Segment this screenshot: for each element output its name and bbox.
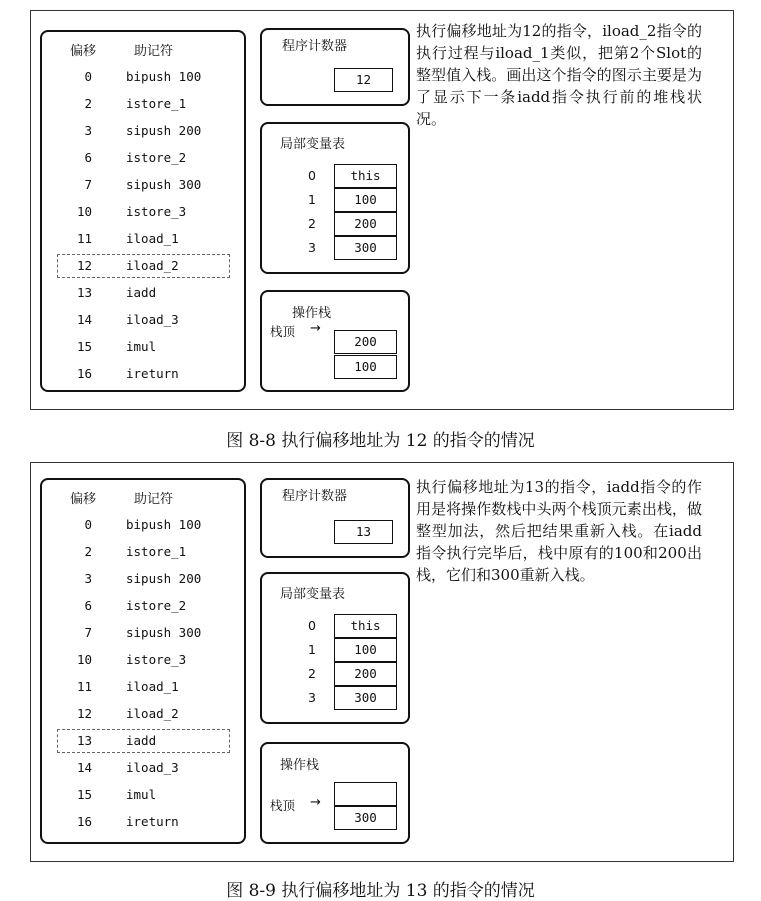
stack-cell: 200 xyxy=(334,330,397,354)
bytecode-row xyxy=(42,225,244,252)
description-text: 执行偏移地址为12的指令，iload_2指令的执行过程与iload_1类似，把第2个Slot的整型值入栈。画出这个指令的图示主要是为了显示下一条iadd指令执行前的堆栈状况。 xyxy=(416,22,702,128)
offset-value: 12 xyxy=(76,258,92,273)
mnemonic-value: istore_3 xyxy=(126,204,187,219)
stack-top-arrow-icon: → xyxy=(310,321,321,336)
mnemonic-value: iload_3 xyxy=(126,312,179,327)
stack-top-arrow-icon: → xyxy=(310,795,321,810)
mnemonic-value: istore_1 xyxy=(126,96,187,111)
mnemonic-value: imul xyxy=(126,339,157,354)
slot-index: 1 xyxy=(308,192,316,207)
pc-panel xyxy=(260,28,410,106)
mnemonic-value: iload_3 xyxy=(126,760,179,775)
stack-top-label: 栈顶 xyxy=(270,324,296,339)
bytecode-row xyxy=(42,781,244,808)
bytecode-row xyxy=(42,592,244,619)
mnemonic-value: bipush 100 xyxy=(126,517,202,532)
offset-value: 3 xyxy=(84,571,92,586)
slot-index: 3 xyxy=(308,690,316,705)
bytecode-row xyxy=(42,808,244,835)
locals-title: 局部变量表 xyxy=(280,137,346,152)
bytecode-row xyxy=(42,619,244,646)
bytecode-row xyxy=(42,90,244,117)
mnemonic-header: 助记符 xyxy=(134,44,174,59)
slot-value: 200 xyxy=(334,662,397,686)
bytecode-row xyxy=(42,754,244,781)
slot-index: 0 xyxy=(308,168,316,183)
bytecode-row xyxy=(42,700,244,727)
offset-value: 11 xyxy=(76,679,92,694)
stack-title: 操作栈 xyxy=(280,758,320,773)
bytecode-row xyxy=(42,538,244,565)
bytecode-row xyxy=(42,144,244,171)
local-var-slot xyxy=(262,638,408,662)
bytecode-panel xyxy=(40,30,246,392)
figure-caption: 图 8-8 执行偏移地址为 12 的指令的情况 xyxy=(226,431,535,451)
stack-cell xyxy=(334,782,397,806)
offset-value: 15 xyxy=(76,339,92,354)
description-text: 执行偏移地址为13的指令，iadd指令的作用是将操作数栈中头两个栈顶元素出栈，做整型加法，然后把结果重新入栈。在iadd指令执行完毕后，栈中原有的100和200出栈，它们和300重新入栈。 xyxy=(416,478,702,584)
bytecode-row xyxy=(42,565,244,592)
offset-value: 16 xyxy=(76,814,92,829)
stack-cell: 100 xyxy=(334,355,397,379)
pc-panel xyxy=(260,478,410,558)
bytecode-row xyxy=(42,279,244,306)
slot-index: 3 xyxy=(308,240,316,255)
offset-value: 11 xyxy=(76,231,92,246)
local-var-slot xyxy=(262,614,408,638)
slot-value: 300 xyxy=(334,236,397,260)
mnemonic-value: iload_1 xyxy=(126,679,179,694)
bytecode-row xyxy=(42,198,244,225)
mnemonic-value: iadd xyxy=(126,285,157,300)
mnemonic-value: sipush 300 xyxy=(126,177,202,192)
local-var-slot xyxy=(262,188,408,212)
mnemonic-value: imul xyxy=(126,787,157,802)
bytecode-row xyxy=(42,673,244,700)
mnemonic-value: iload_1 xyxy=(126,231,179,246)
stack-title: 操作栈 xyxy=(292,306,332,321)
slot-index: 2 xyxy=(308,216,316,231)
mnemonic-value: istore_1 xyxy=(126,544,187,559)
bytecode-row xyxy=(42,511,244,538)
offset-value: 14 xyxy=(76,760,92,775)
locals-title: 局部变量表 xyxy=(280,587,346,602)
mnemonic-value: istore_2 xyxy=(126,150,187,165)
slot-value: this xyxy=(334,164,397,188)
bytecode-row xyxy=(42,63,244,90)
bytecode-row xyxy=(42,306,244,333)
offset-value: 12 xyxy=(76,706,92,721)
mnemonic-value: istore_2 xyxy=(126,598,187,613)
offset-header: 偏移 xyxy=(70,492,97,507)
local-var-slot xyxy=(262,212,408,236)
offset-value: 6 xyxy=(84,598,92,613)
offset-value: 6 xyxy=(84,150,92,165)
mnemonic-value: iadd xyxy=(126,733,157,748)
mnemonic-value: sipush 200 xyxy=(126,123,202,138)
pc-value: 13 xyxy=(334,520,393,544)
offset-value: 14 xyxy=(76,312,92,327)
bytecode-row xyxy=(42,646,244,673)
slot-index: 2 xyxy=(308,666,316,681)
slot-index: 1 xyxy=(308,642,316,657)
bytecode-panel xyxy=(40,478,246,844)
offset-header: 偏移 xyxy=(70,44,97,59)
bytecode-row xyxy=(42,117,244,144)
stack-cell: 300 xyxy=(334,806,397,830)
bytecode-row xyxy=(42,171,244,198)
operand-stack-panel xyxy=(260,290,410,392)
bytecode-row xyxy=(42,252,244,279)
bytecode-row xyxy=(42,360,244,387)
pc-title: 程序计数器 xyxy=(282,39,348,54)
offset-value: 3 xyxy=(84,123,92,138)
offset-value: 0 xyxy=(84,517,92,532)
local-vars-panel xyxy=(260,572,410,724)
local-var-slot xyxy=(262,236,408,260)
operand-stack-panel xyxy=(260,742,410,844)
mnemonic-value: ireturn xyxy=(126,366,179,381)
mnemonic-value: sipush 300 xyxy=(126,625,202,640)
mnemonic-value: iload_2 xyxy=(126,258,179,273)
offset-value: 0 xyxy=(84,69,92,84)
stack-top-label: 栈顶 xyxy=(270,798,296,813)
local-vars-panel xyxy=(260,122,410,274)
offset-value: 2 xyxy=(84,544,92,559)
mnemonic-value: iload_2 xyxy=(126,706,179,721)
offset-value: 15 xyxy=(76,787,92,802)
offset-value: 7 xyxy=(84,177,92,192)
slot-value: 200 xyxy=(334,212,397,236)
slot-index: 0 xyxy=(308,618,316,633)
pc-title: 程序计数器 xyxy=(282,489,348,504)
local-var-slot xyxy=(262,686,408,710)
offset-value: 2 xyxy=(84,96,92,111)
pc-value: 12 xyxy=(334,68,393,92)
bytecode-row xyxy=(42,727,244,754)
offset-value: 13 xyxy=(76,285,92,300)
bytecode-row xyxy=(42,333,244,360)
offset-value: 16 xyxy=(76,366,92,381)
offset-value: 10 xyxy=(76,652,92,667)
slot-value: this xyxy=(334,614,397,638)
local-var-slot xyxy=(262,164,408,188)
mnemonic-value: bipush 100 xyxy=(126,69,202,84)
mnemonic-value: ireturn xyxy=(126,814,179,829)
local-var-slot xyxy=(262,662,408,686)
slot-value: 300 xyxy=(334,686,397,710)
slot-value: 100 xyxy=(334,188,397,212)
mnemonic-value: sipush 200 xyxy=(126,571,202,586)
mnemonic-header: 助记符 xyxy=(134,492,174,507)
offset-value: 13 xyxy=(76,733,92,748)
offset-value: 10 xyxy=(76,204,92,219)
offset-value: 7 xyxy=(84,625,92,640)
slot-value: 100 xyxy=(334,638,397,662)
figure-caption: 图 8-9 执行偏移地址为 13 的指令的情况 xyxy=(226,881,535,901)
mnemonic-value: istore_3 xyxy=(126,652,187,667)
